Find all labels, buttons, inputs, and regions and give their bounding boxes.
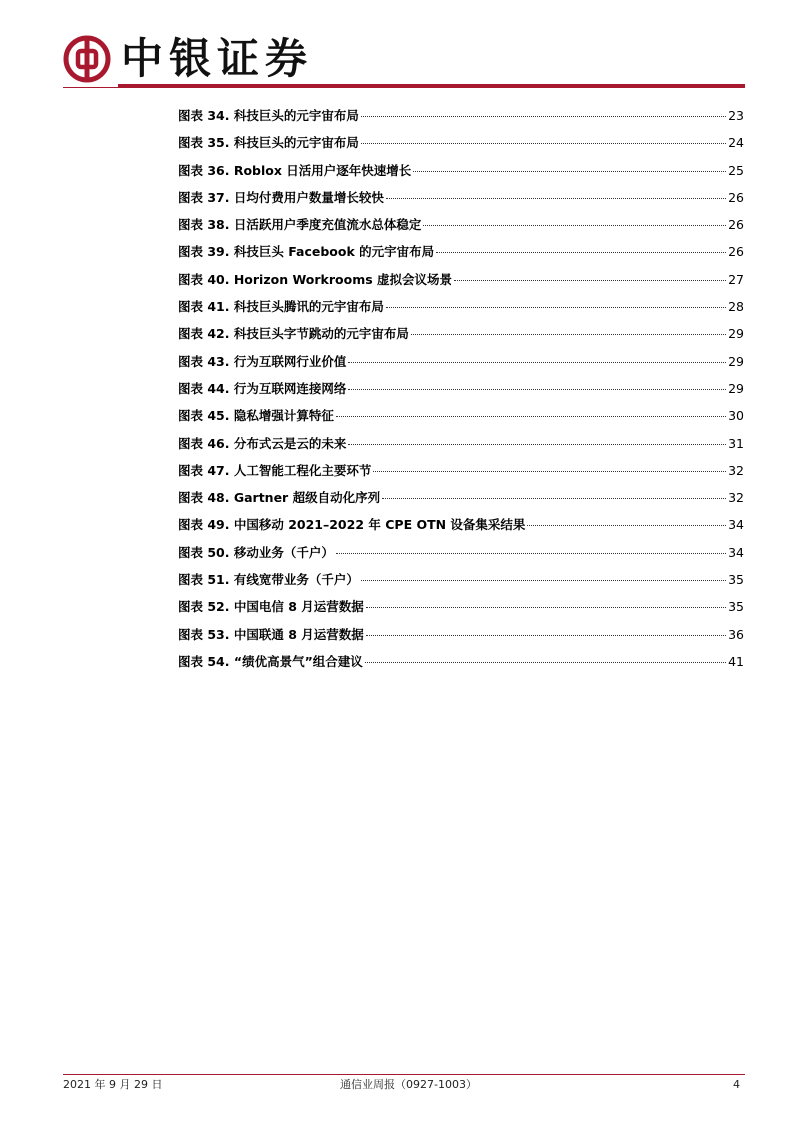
toc-dot-leader: [361, 143, 726, 144]
toc-dot-leader: [336, 553, 726, 554]
toc-item-page: 34: [728, 517, 744, 533]
toc-item-page: 25: [728, 162, 744, 178]
toc-item-label: 图表 45. 隐私增强计算特征: [178, 408, 334, 424]
toc-item-label: 图表 47. 人工智能工程化主要环节: [178, 462, 372, 478]
toc-item-page: 32: [728, 490, 744, 506]
toc-dot-leader: [361, 116, 726, 117]
toc-dot-leader: [366, 635, 726, 636]
toc-item[interactable]: [178, 211, 744, 238]
toc-item-page: 29: [728, 353, 744, 369]
toc-item-page: 24: [728, 135, 744, 151]
toc-item-label: 图表 51. 有线宽带业务（千户）: [178, 572, 359, 588]
toc-item-page: 28: [728, 299, 744, 315]
toc-dot-leader: [527, 525, 726, 526]
toc-item-page: 26: [728, 217, 744, 233]
toc-dot-leader: [386, 198, 726, 199]
toc-item-label: 图表 52. 中国电信 8 月运营数据: [178, 599, 364, 615]
toc-item-page: 26: [728, 244, 744, 260]
toc-dot-leader: [423, 225, 726, 226]
toc-item-label: 图表 36. Roblox 日活用户逐年快速增长: [178, 162, 412, 178]
toc-dot-leader: [386, 307, 726, 308]
toc-item-label: 图表 39. 科技巨头 Facebook 的元宇宙布局: [178, 244, 435, 260]
toc-item-label: 图表 46. 分布式云是云的未来: [178, 435, 347, 451]
toc-item-label: 图表 42. 科技巨头字节跳动的元宇宙布局: [178, 326, 409, 342]
toc-item-label: 图表 38. 日活跃用户季度充值流水总体稳定: [178, 217, 422, 233]
toc-item[interactable]: [178, 129, 744, 156]
toc-item-label: 图表 54. “绩优高景气”组合建议: [178, 653, 363, 669]
toc-dot-leader: [336, 416, 726, 417]
toc-item-page: 30: [728, 408, 744, 424]
toc-item-page: 35: [728, 599, 744, 615]
toc-dot-leader: [366, 607, 726, 608]
brand-name: 中银证券: [121, 34, 314, 83]
toc-item[interactable]: [178, 511, 744, 538]
toc-dot-leader: [361, 580, 726, 581]
toc-item-label: 图表 41. 科技巨头腾讯的元宇宙布局: [178, 299, 384, 315]
toc-item-label: 图表 40. Horizon Workrooms 虚拟会议场景: [178, 271, 453, 287]
toc-item[interactable]: [178, 402, 744, 429]
toc-item-label: 图表 43. 行为互联网行业价值: [178, 353, 347, 369]
toc-dot-leader: [373, 471, 726, 472]
toc-item-page: 26: [728, 189, 744, 205]
toc-item-label: 图表 37. 日均付费用户数量增长较快: [178, 189, 384, 205]
toc-item-label: 图表 50. 移动业务（千户）: [178, 544, 334, 560]
toc-item[interactable]: [178, 348, 744, 375]
toc-item[interactable]: [178, 484, 744, 511]
toc-dot-leader: [413, 171, 726, 172]
toc-item[interactable]: [178, 648, 744, 675]
toc-item-page: 27: [728, 271, 744, 287]
toc-item[interactable]: [178, 102, 744, 129]
toc-item[interactable]: [178, 293, 744, 320]
toc-item-label: 图表 44. 行为互联网连接网络: [178, 380, 347, 396]
bank-of-china-logo-icon: [63, 35, 111, 83]
toc-item[interactable]: [178, 157, 744, 184]
toc-item[interactable]: [178, 375, 744, 402]
toc-item-label: 图表 53. 中国联通 8 月运营数据: [178, 626, 364, 642]
toc-item-label: 图表 48. Gartner 超级自动化序列: [178, 490, 381, 506]
toc-item-page: 31: [728, 435, 744, 451]
toc-item-page: 35: [728, 572, 744, 588]
toc-item[interactable]: [178, 238, 744, 265]
toc-dot-leader: [436, 252, 726, 253]
toc-item[interactable]: [178, 566, 744, 593]
toc-dot-leader: [411, 334, 726, 335]
footer-report-title: 通信业周报（0927-1003）: [340, 1078, 477, 1091]
page-header: [0, 0, 793, 92]
toc-item[interactable]: [178, 593, 744, 620]
toc-item-page: 23: [728, 108, 744, 123]
toc-item-page: 29: [728, 326, 744, 342]
toc-item-label: 图表 34. 科技巨头的元宇宙布局: [178, 108, 359, 123]
toc-item[interactable]: [178, 430, 744, 457]
toc-item-page: 36: [728, 626, 744, 642]
toc-dot-leader: [454, 280, 726, 281]
toc-item-page: 34: [728, 544, 744, 560]
toc-dot-leader: [382, 498, 726, 499]
footer-page-number: 4: [733, 1078, 740, 1091]
toc-item[interactable]: [178, 184, 744, 211]
footer-rule: [63, 1074, 745, 1075]
toc-item-page: 32: [728, 462, 744, 478]
toc-item[interactable]: [178, 266, 744, 293]
footer-date: 2021 年 9 月 29 日: [63, 1078, 163, 1091]
toc-item-page: 29: [728, 380, 744, 396]
toc-item[interactable]: [178, 320, 744, 347]
toc-dot-leader: [348, 444, 726, 445]
toc-item-page: 41: [728, 653, 744, 669]
figure-index-list: [178, 102, 744, 675]
toc-item[interactable]: [178, 539, 744, 566]
toc-item[interactable]: [178, 457, 744, 484]
toc-dot-leader: [348, 389, 726, 390]
toc-item[interactable]: [178, 621, 744, 648]
toc-item-label: 图表 35. 科技巨头的元宇宙布局: [178, 135, 359, 151]
header-rule-thin: [63, 87, 745, 88]
toc-dot-leader: [348, 362, 726, 363]
toc-item-label: 图表 49. 中国移动 2021–2022 年 CPE OTN 设备集采结果: [178, 517, 526, 533]
toc-dot-leader: [365, 662, 726, 663]
